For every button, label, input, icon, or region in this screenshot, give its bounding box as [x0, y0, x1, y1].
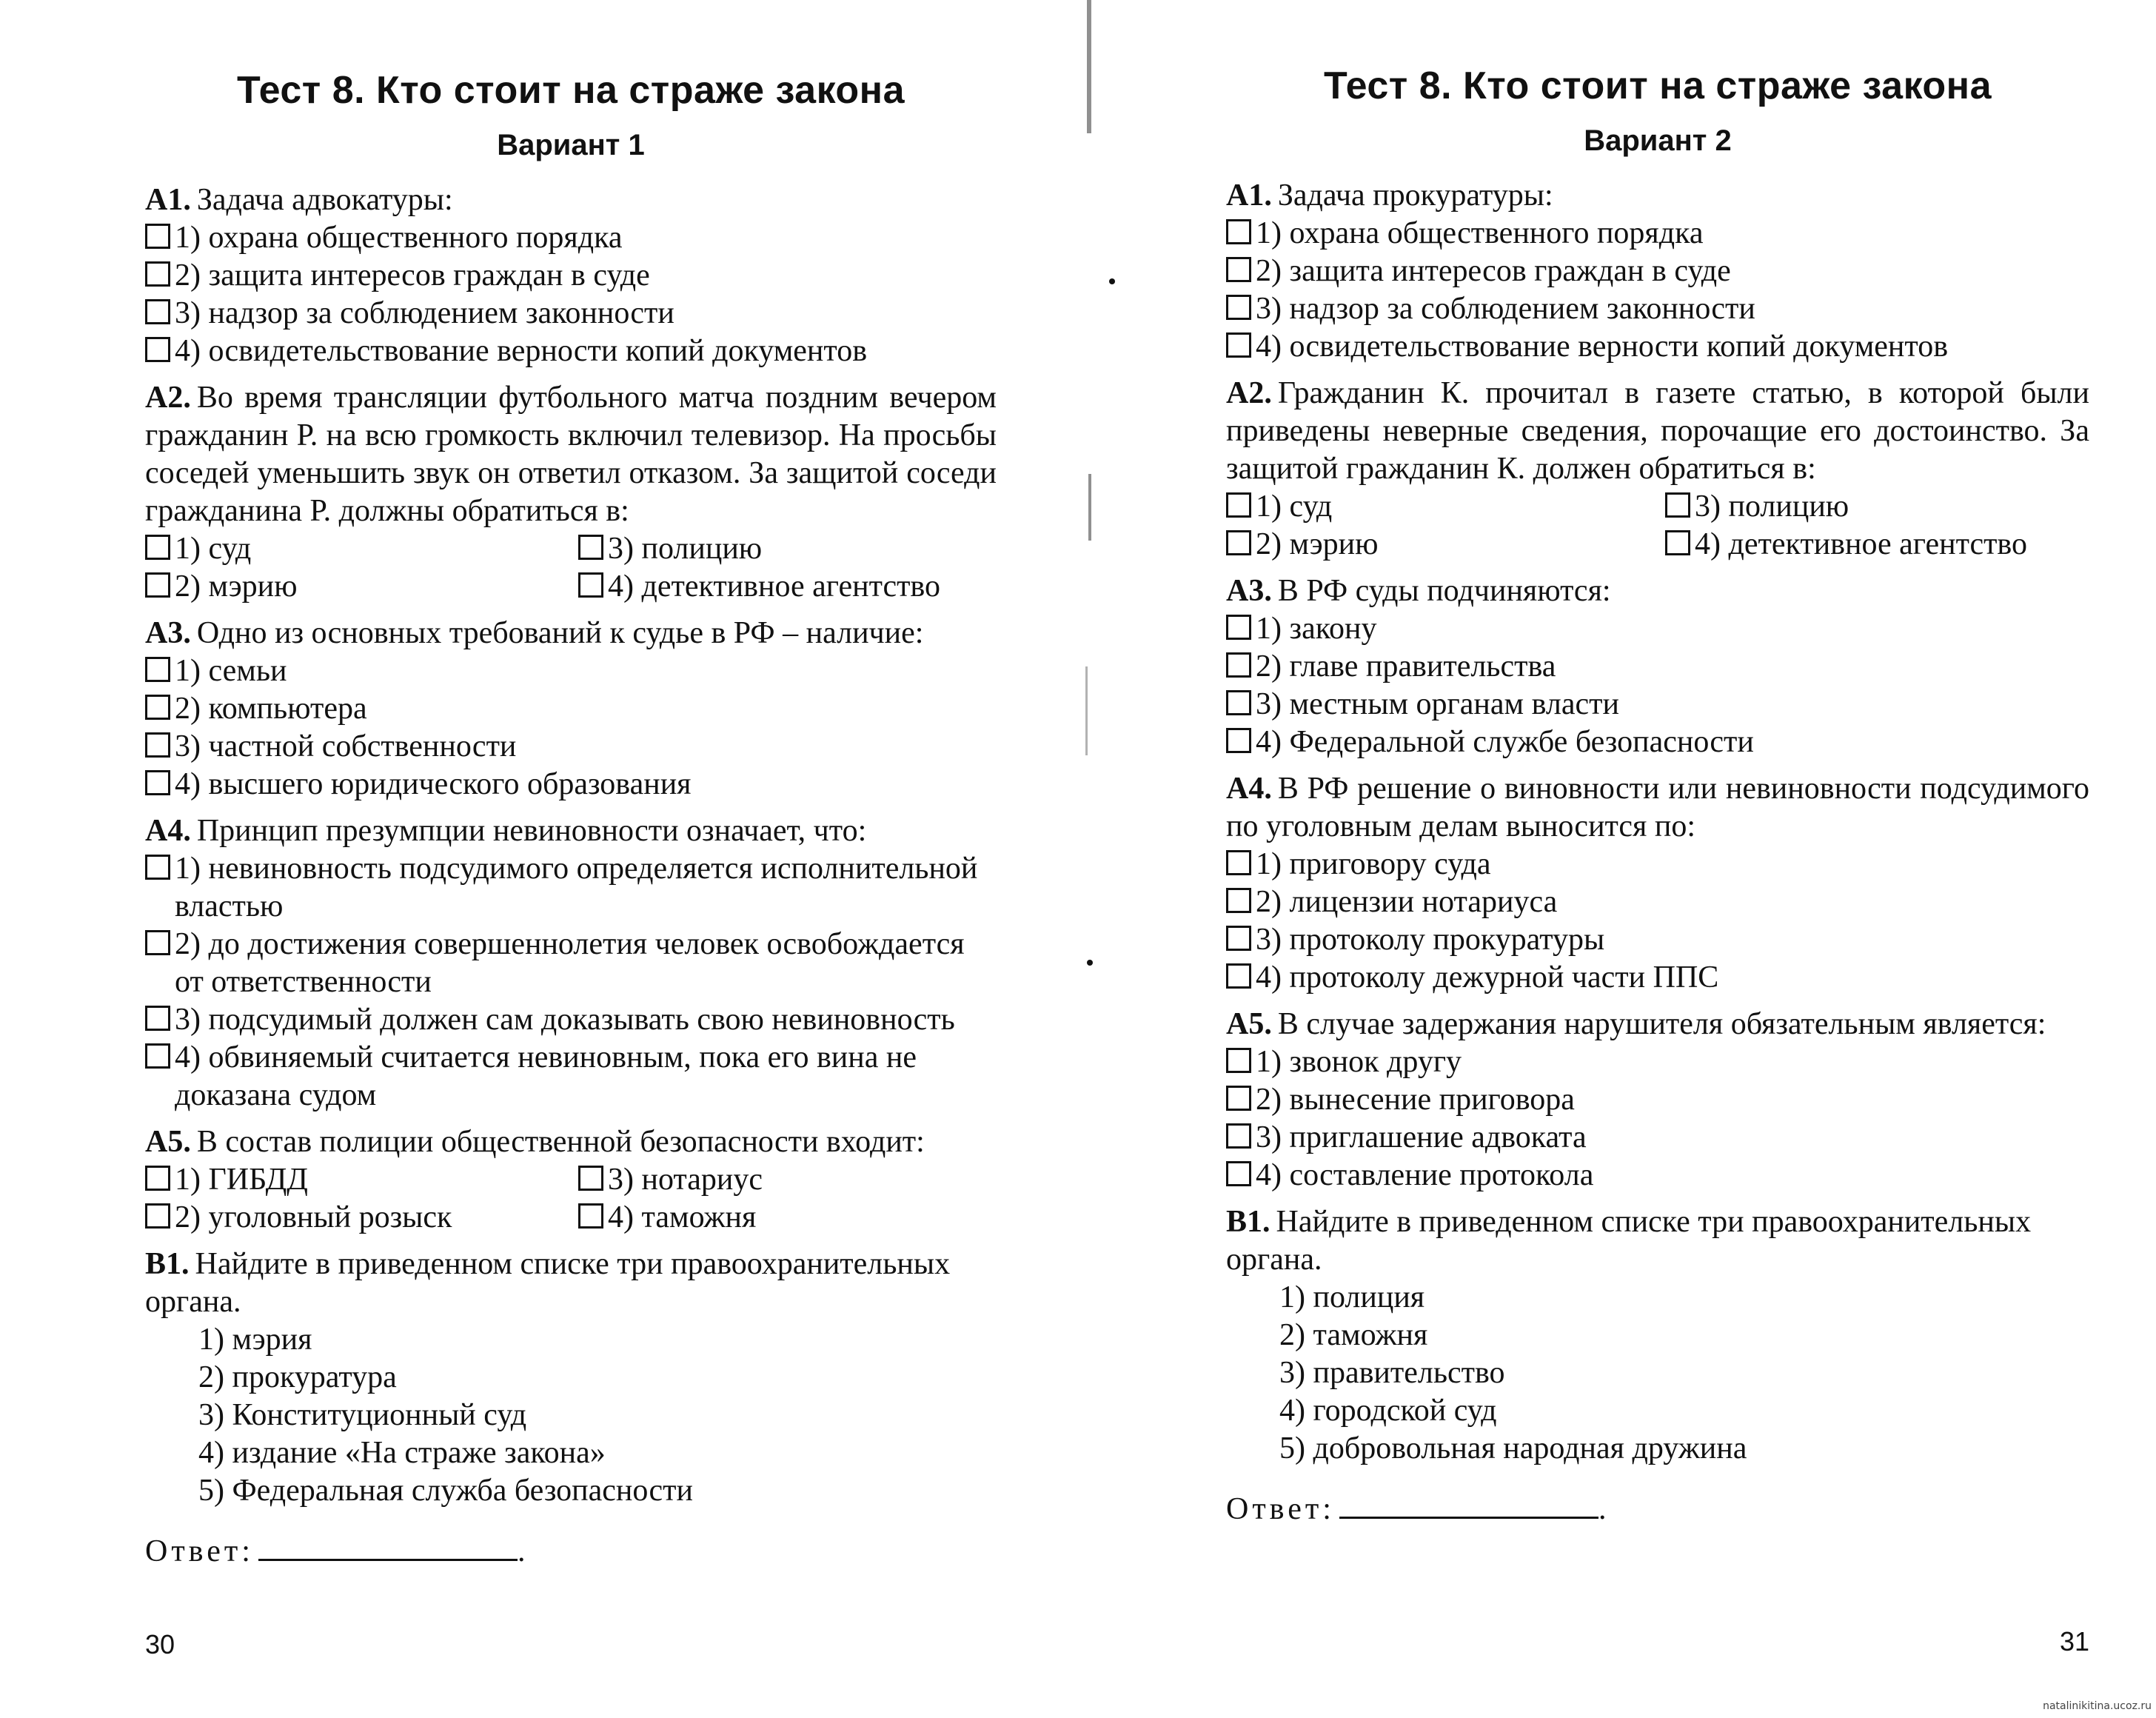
- answer-option[interactable]: 2) мэрию: [1226, 526, 1650, 564]
- checkbox[interactable]: [578, 1166, 603, 1191]
- answer-option[interactable]: 1) звонок другу: [1226, 1043, 2089, 1081]
- list-item: 5) добровольная народная дружина: [1279, 1431, 1747, 1465]
- answer-option[interactable]: 4) составление протокола: [1226, 1157, 2089, 1194]
- answer-option[interactable]: 3) надзор за соблюдением законности: [1226, 290, 2089, 328]
- page-right: [1078, 0, 2156, 1718]
- checkbox[interactable]: [145, 1006, 170, 1031]
- checkbox[interactable]: [1226, 257, 1251, 282]
- checkbox[interactable]: [1226, 1161, 1251, 1186]
- question-text: Принцип презумпции невиновности означает, что:: [196, 814, 867, 848]
- question-number: В1.: [1226, 1205, 1270, 1239]
- question-b1: [145, 1246, 997, 1510]
- question-a1: [1226, 177, 2089, 366]
- answer-option[interactable]: 4) протоколу дежурной части ППС: [1226, 959, 2089, 997]
- list-item: 2) таможня: [1279, 1318, 1428, 1352]
- answer-option[interactable]: 4) высшего юридического образования: [145, 766, 997, 803]
- watermark: natalinikitina.ucoz.ru: [2043, 1700, 2152, 1712]
- question-number: А5.: [1226, 1007, 1272, 1041]
- answer-option[interactable]: 4) освидетельствование верности копий документов: [1226, 328, 2089, 366]
- checkbox[interactable]: [145, 695, 170, 720]
- list-item: 1) мэрия: [198, 1323, 312, 1357]
- answer-option[interactable]: 3) нотариус: [578, 1161, 997, 1199]
- checkbox[interactable]: [1226, 530, 1251, 555]
- answer-option[interactable]: 1) семьи: [145, 652, 997, 690]
- checkbox[interactable]: [578, 535, 603, 560]
- answer-option[interactable]: 3) местным органам власти: [1226, 686, 2089, 723]
- question-a4: [145, 812, 997, 1114]
- checkbox[interactable]: [1226, 1086, 1251, 1111]
- list-item: 4) городской суд: [1279, 1394, 1497, 1428]
- answer-option[interactable]: 4) обвиняемый считается невиновным, пока его вина не доказана судом: [145, 1039, 997, 1114]
- answer-option[interactable]: 2) лицензии нотариуса: [1226, 883, 2089, 921]
- question-a3: [1226, 572, 2089, 761]
- answer-option[interactable]: 3) подсудимый должен сам доказывать свою невиновность: [145, 1001, 997, 1039]
- list-item: 3) правительство: [1279, 1356, 1505, 1390]
- question-text: Во время трансляции футбольного матча поздним вечером гражданин Р. на всю громкость включил телевизор. На просьбы соседей уменьшить звук он ответил отказом. За защитой соседи гражданина Р. должны обратиться в:: [145, 381, 997, 528]
- checkbox[interactable]: [145, 657, 170, 682]
- answer-option[interactable]: 2) уголовный розыск: [145, 1199, 563, 1237]
- checkbox[interactable]: [145, 732, 170, 758]
- answer-option[interactable]: 1) невиновность подсудимого определяется исполнительной властью: [145, 850, 997, 926]
- answer-option[interactable]: 2) до достижения совершеннолетия человек освобождается от ответственности: [145, 926, 997, 1001]
- checkbox[interactable]: [1226, 219, 1251, 244]
- variant-title: Вариант 2: [1584, 124, 1732, 157]
- list-item: 4) издание «На страже закона»: [198, 1436, 606, 1470]
- question-number: А5.: [145, 1125, 191, 1159]
- answer-option[interactable]: 2) главе правительства: [1226, 648, 2089, 686]
- answer-option[interactable]: 3) частной собственности: [145, 728, 997, 766]
- question-a5: [1226, 1006, 2089, 1194]
- checkbox[interactable]: [1665, 492, 1690, 518]
- checkbox[interactable]: [145, 299, 170, 324]
- checkbox[interactable]: [1226, 295, 1251, 320]
- list-item: 3) Конституционный суд: [198, 1398, 527, 1432]
- checkbox[interactable]: [1226, 728, 1251, 753]
- test-title: Тест 8. Кто стоит на страже закона: [236, 69, 905, 112]
- answer-label: Ответ:: [145, 1534, 254, 1568]
- question-a3: [145, 615, 997, 803]
- list-item: 2) прокуратура: [198, 1360, 397, 1394]
- question-a4: [1226, 770, 2089, 997]
- answer-option[interactable]: 4) Федеральной службе безопасности: [1226, 723, 2089, 761]
- question-text: Задача прокуратуры:: [1277, 178, 1553, 213]
- checkbox[interactable]: [1226, 615, 1251, 640]
- question-number: А1.: [1226, 178, 1272, 213]
- checkbox[interactable]: [1226, 926, 1251, 951]
- checkbox[interactable]: [145, 1203, 170, 1229]
- answer-option[interactable]: 3) надзор за соблюдением законности: [145, 295, 997, 332]
- checkbox[interactable]: [145, 535, 170, 560]
- question-b1: [1226, 1203, 2089, 1468]
- question-a2: [145, 379, 997, 606]
- answer-option[interactable]: 3) полицию: [1665, 488, 2089, 526]
- page-number: 30: [145, 1629, 175, 1659]
- checkbox[interactable]: [145, 1043, 170, 1069]
- answer-option[interactable]: 4) детективное агентство: [578, 568, 997, 606]
- answer-option[interactable]: 4) таможня: [578, 1199, 997, 1237]
- answer-line: Ответ: .: [1226, 1490, 2089, 1527]
- question-number: А4.: [1226, 772, 1272, 806]
- checkbox[interactable]: [1226, 652, 1251, 678]
- test-title: Тест 8. Кто стоит на страже закона: [1323, 64, 1992, 107]
- checkbox[interactable]: [1226, 492, 1251, 518]
- checkbox[interactable]: [145, 337, 170, 362]
- list-item: 5) Федеральная служба безопасности: [198, 1474, 693, 1508]
- question-text: Гражданин К. прочитал в газете статью, в которой были приведены неверные сведения, порочащие его достоинство. За защитой гражданин К. должен обратиться в:: [1226, 376, 2089, 486]
- checkbox[interactable]: [1226, 963, 1251, 989]
- question-number: А2.: [1226, 376, 1272, 410]
- question-text: Найдите в приведенном списке три правоохранительных органа.: [145, 1247, 951, 1319]
- answer-option[interactable]: 1) суд: [145, 530, 563, 568]
- question-text: Одно из основных требований к судье в РФ – наличие:: [196, 616, 924, 650]
- answer-option[interactable]: 2) защита интересов граждан в суде: [1226, 253, 2089, 290]
- question-text: Найдите в приведенном списке три правоохранительных органа.: [1226, 1205, 2032, 1277]
- question-text: Задача адвокатуры:: [196, 183, 453, 217]
- question-a1: [145, 181, 997, 370]
- checkbox[interactable]: [1226, 888, 1251, 913]
- question-number: А4.: [145, 814, 191, 848]
- question-number: А3.: [1226, 574, 1272, 608]
- answer-option[interactable]: 2) компьютера: [145, 690, 997, 728]
- page-number: 31: [2059, 1626, 2089, 1657]
- answer-option[interactable]: 1) ГИБДД: [145, 1161, 563, 1199]
- checkbox[interactable]: [145, 572, 170, 598]
- checkbox[interactable]: [1665, 530, 1690, 555]
- checkbox[interactable]: [1226, 1048, 1251, 1073]
- answer-option[interactable]: 4) освидетельствование верности копий документов: [145, 332, 997, 370]
- question-a2: [1226, 375, 2089, 564]
- checkbox[interactable]: [1226, 332, 1251, 358]
- list-item: 1) полиция: [1279, 1280, 1425, 1314]
- checkbox[interactable]: [145, 224, 170, 249]
- answer-option[interactable]: 1) охрана общественного порядка: [1226, 215, 2089, 253]
- answer-option[interactable]: 2) мэрию: [145, 568, 563, 606]
- checkbox[interactable]: [145, 855, 170, 880]
- checkbox[interactable]: [578, 1203, 603, 1229]
- answer-option[interactable]: 4) детективное агентство: [1665, 526, 2089, 564]
- answer-option[interactable]: 3) протоколу прокуратуры: [1226, 921, 2089, 959]
- question-number: А3.: [145, 616, 191, 650]
- answer-label: Ответ:: [1226, 1492, 1335, 1526]
- question-number: В1.: [145, 1247, 190, 1281]
- checkbox[interactable]: [1226, 690, 1251, 715]
- question-text: В случае задержания нарушителя обязательным является:: [1277, 1007, 2046, 1041]
- checkbox[interactable]: [145, 261, 170, 287]
- question-a5: [145, 1123, 997, 1237]
- checkbox[interactable]: [145, 1166, 170, 1191]
- question-text: В РФ суды подчиняются:: [1277, 574, 1611, 608]
- answer-option[interactable]: 2) вынесение приговора: [1226, 1081, 2089, 1119]
- answer-option[interactable]: 1) суд: [1226, 488, 1650, 526]
- answer-option[interactable]: 3) приглашение адвоката: [1226, 1119, 2089, 1157]
- question-number: А1.: [145, 183, 191, 217]
- question-text: В состав полиции общественной безопасности входит:: [196, 1125, 925, 1159]
- answer-blank[interactable]: [258, 1532, 518, 1561]
- checkbox[interactable]: [578, 572, 603, 598]
- answer-option[interactable]: 3) полицию: [578, 530, 997, 568]
- answer-option[interactable]: 1) приговору суда: [1226, 846, 2089, 883]
- answer-blank[interactable]: [1339, 1490, 1598, 1519]
- checkbox[interactable]: [1226, 850, 1251, 875]
- answer-option[interactable]: 2) защита интересов граждан в суде: [145, 257, 997, 295]
- answer-option[interactable]: 1) охрана общественного порядка: [145, 219, 997, 257]
- checkbox[interactable]: [145, 930, 170, 955]
- variant-title: Вариант 1: [497, 129, 645, 161]
- checkbox[interactable]: [145, 770, 170, 795]
- answer-option[interactable]: 1) закону: [1226, 610, 2089, 648]
- checkbox[interactable]: [1226, 1123, 1251, 1149]
- question-text: В РФ решение о виновности или невиновности подсудимого по уголовным делам выносится по:: [1226, 772, 2089, 843]
- question-number: А2.: [145, 381, 191, 415]
- answer-line: Ответ: .: [145, 1532, 997, 1569]
